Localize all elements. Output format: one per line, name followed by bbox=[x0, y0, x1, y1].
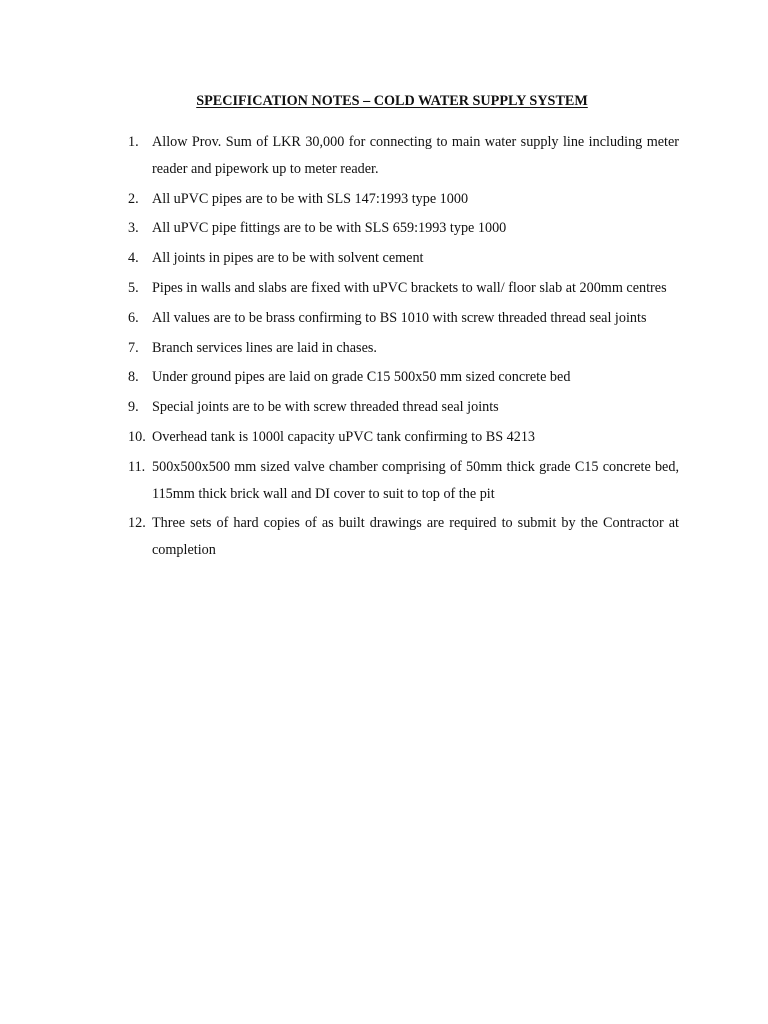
note-text: Three sets of hard copies of as built drawings are required to submit by the Contractor at completion bbox=[152, 515, 679, 559]
note-text: Pipes in walls and slabs are fixed with uPVC brackets to wall/ floor slab at 200mm centres bbox=[152, 279, 667, 296]
note-number: 10. bbox=[128, 428, 146, 445]
note-number: 12. bbox=[128, 515, 146, 532]
note-number: 5. bbox=[128, 279, 139, 296]
note-number: 1. bbox=[128, 134, 139, 150]
note-text: All uPVC pipes are to be with SLS 147:1993 type 1000 bbox=[152, 190, 469, 207]
note-number: 11. bbox=[128, 458, 146, 475]
note-number: 7. bbox=[128, 339, 139, 356]
note-number: 8. bbox=[128, 369, 139, 386]
list-item bbox=[128, 454, 679, 508]
document-title: SPECIFICATION NOTES – COLD WATER SUPPLY SYSTEM bbox=[196, 93, 588, 109]
note-number: 2. bbox=[128, 190, 139, 207]
note-number: 6. bbox=[128, 309, 139, 326]
note-number: 9. bbox=[128, 399, 139, 416]
list-item bbox=[128, 275, 679, 302]
list-item bbox=[128, 215, 679, 242]
note-text: All uPVC pipe fittings are to be with SLS 659:1993 type 1000 bbox=[152, 220, 507, 237]
list-item bbox=[128, 424, 679, 451]
note-text: All joints in pipes are to be with solvent cement bbox=[152, 250, 424, 267]
list-item bbox=[128, 186, 679, 213]
list-item bbox=[128, 129, 679, 183]
note-text: Overhead tank is 1000l capacity uPVC tank confirming to BS 4213 bbox=[152, 428, 536, 445]
note-text: Under ground pipes are laid on grade C15 500x50 mm sized concrete bed bbox=[152, 369, 571, 386]
list-item bbox=[128, 394, 679, 421]
list-item bbox=[128, 510, 679, 564]
note-text: All values are to be brass confirming to BS 1010 with screw threaded thread seal joints bbox=[152, 309, 647, 326]
note-number: 3. bbox=[128, 220, 139, 237]
note-text: Special joints are to be with screw threaded thread seal joints bbox=[152, 399, 499, 416]
list-item bbox=[128, 335, 679, 362]
note-number: 4. bbox=[128, 250, 139, 267]
note-text: 500x500x500 mm sized valve chamber comprising of 50mm thick grade C15 concrete bed, 115mm thick brick wall and DI cover to suit to top of the pit bbox=[152, 458, 679, 502]
specification-notes-list bbox=[128, 129, 679, 567]
list-item bbox=[128, 245, 679, 272]
note-text: Branch services lines are laid in chases. bbox=[152, 339, 377, 356]
list-item bbox=[128, 305, 679, 332]
note-text: Allow Prov. Sum of LKR 30,000 for connecting to main water supply line including meter reader and pipework up to meter reader. bbox=[152, 134, 679, 177]
list-item bbox=[128, 364, 679, 391]
